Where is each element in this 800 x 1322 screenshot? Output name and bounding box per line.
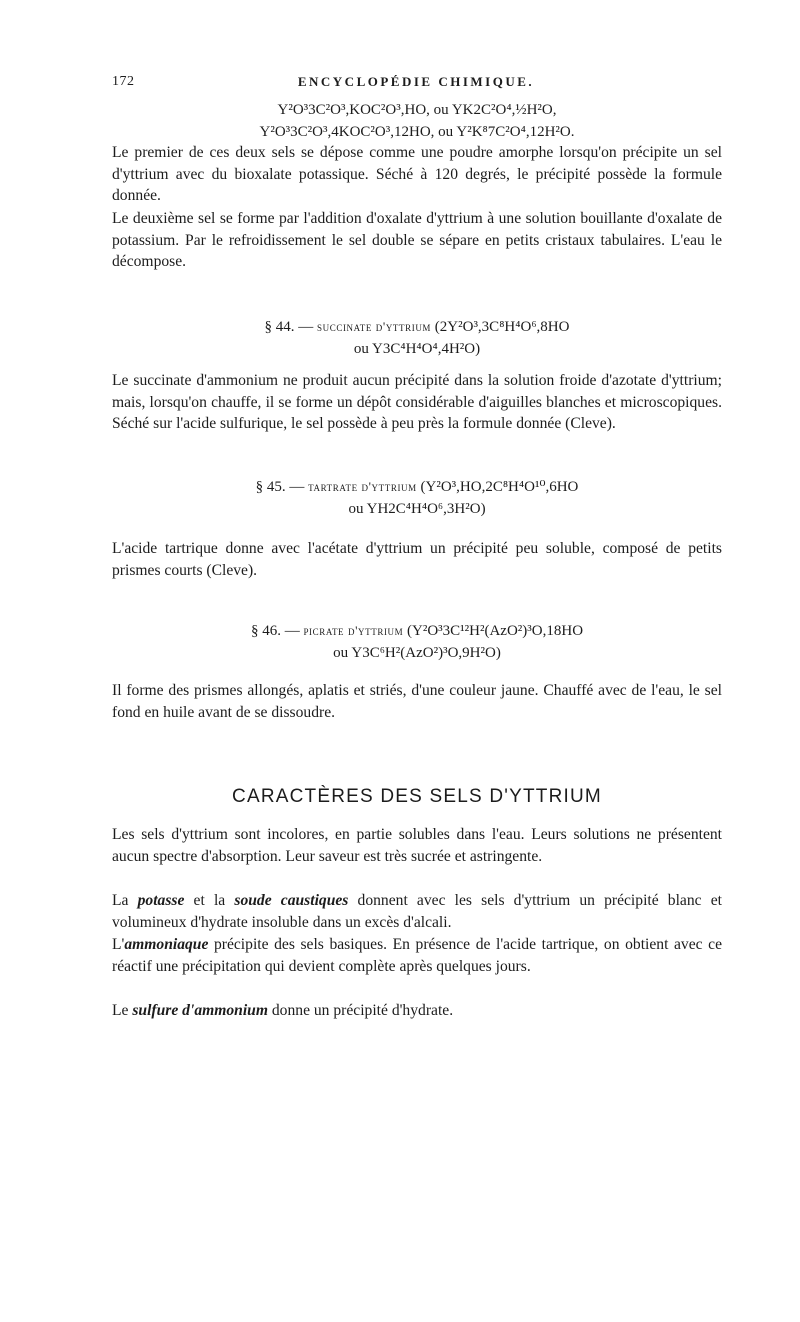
- section-45-text: L'acide tartrique donne avec l'acétate d'yttrium un précipité peu soluble, composé de petits prismes courts (Cleve).: [112, 540, 722, 579]
- p3-end: précipite des sels basiques. En présence de l'acide tartrique, on obtient avec ce réactif une précipitation qui devient complète après quelques jours.: [112, 936, 722, 975]
- formula-line-1: Y²O³3C²O³,KOC²O³,HO, ou YK2C²O⁴,½H²O,: [277, 102, 557, 118]
- p3-ammoniaque: ammoniaque: [124, 936, 209, 953]
- section-46-number: § 46. —: [250, 623, 300, 639]
- section-44-heading: [112, 316, 722, 338]
- section-46-formula-1: (Y²O³3C¹²H²(AzO²)³O,18HO: [407, 623, 584, 639]
- characters-paragraph-1: Les sels d'yttrium sont incolores, en partie solubles dans l'eau. Leurs solutions ne présentent aucun spectre d'absorption. Leur saveur est très sucrée et astringente.: [112, 826, 722, 865]
- p3-start: L': [112, 936, 125, 953]
- p2-potasse: potasse: [137, 892, 185, 909]
- p4-start: Le: [112, 1002, 133, 1019]
- p4-sulfure-ammonium: sulfure d'ammonium: [132, 1002, 268, 1019]
- section-46-heading: [112, 620, 722, 642]
- characters-paragraph-3: [112, 934, 722, 977]
- section-45-formula-2: ou YH2C⁴H⁴O⁶,3H²O): [348, 501, 486, 517]
- p4-end: donne un précipité d'hydrate.: [267, 1002, 454, 1019]
- characters-paragraph-2: [112, 890, 722, 933]
- characters-paragraph-4: [112, 1000, 722, 1022]
- paragraph-second-salt: Le deuxième sel se forme par l'addition d'oxalate d'yttrium à une solution bouillante d'oxalate de potassium. Par le refroidissement le sel double se sépare en petits cristaux tabulaires. L'eau le décompose.: [112, 210, 722, 271]
- section-44-formula-1: (2Y²O³,3C⁸H⁴O⁶,8HO: [434, 319, 570, 335]
- paragraph-first-salt: Le premier de ces deux sels se dépose comme une poudre amorphe lorsqu'on précipite un sel d'yttrium avec du bioxalate potassique. Séché à 120 degrés, le précipité possède la formule donnée.: [112, 144, 722, 205]
- section-46-text: Il forme des prismes allongés, aplatis et striés, d'une couleur jaune. Chauffé avec de l'eau, le sel fond en huile avant de se dissoudre.: [112, 682, 722, 721]
- section-44-name: succinate d'yttrium: [317, 319, 432, 334]
- section-44-number: § 44. —: [264, 319, 314, 335]
- section-45-formula-1: (Y²O³,HO,2C⁸H⁴O¹⁰,6HO: [420, 479, 579, 495]
- section-46-name: picrate d'yttrium: [303, 623, 404, 638]
- section-46-formula-2: ou Y3C⁶H²(AzO²)³O,9H²O): [333, 645, 501, 661]
- page-number: 172: [112, 74, 135, 89]
- p2-soude-caustiques: soude caustiques: [234, 892, 349, 909]
- characters-heading: CARACTÈRES DES SELS D'YTTRIUM: [232, 786, 602, 807]
- p2-end: donnent avec les sels d'yttrium un précipité blanc et volumineux d'hydrate insoluble dans un excès d'alcali.: [112, 892, 722, 931]
- section-45-name: tartrate d'yttrium: [308, 479, 417, 494]
- section-44-text: Le succinate d'ammonium ne produit aucun précipité dans la solution froide d'azotate d'yttrium; mais, lorsqu'on chauffe, il se forme un dépôt considérable d'aiguilles blanches et microscopiques. Séché sur l'acide sulfurique, le sel possède à peu près la formule donnée (Cleve).: [112, 372, 722, 433]
- running-title: ENCYCLOPÉDIE CHIMIQUE.: [297, 74, 535, 89]
- section-45-heading: [112, 476, 722, 498]
- section-45-number: § 45. —: [255, 479, 305, 495]
- running-header: [112, 74, 720, 96]
- p2-start: La: [112, 892, 138, 909]
- p2-mid: et la: [184, 892, 235, 909]
- formula-line-2: Y²O³3C²O³,4KOC²O³,12HO, ou Y²K⁸7C²O⁴,12H²O.: [259, 124, 575, 140]
- section-44-formula-2: ou Y3C⁴H⁴O⁴,4H²O): [353, 341, 481, 357]
